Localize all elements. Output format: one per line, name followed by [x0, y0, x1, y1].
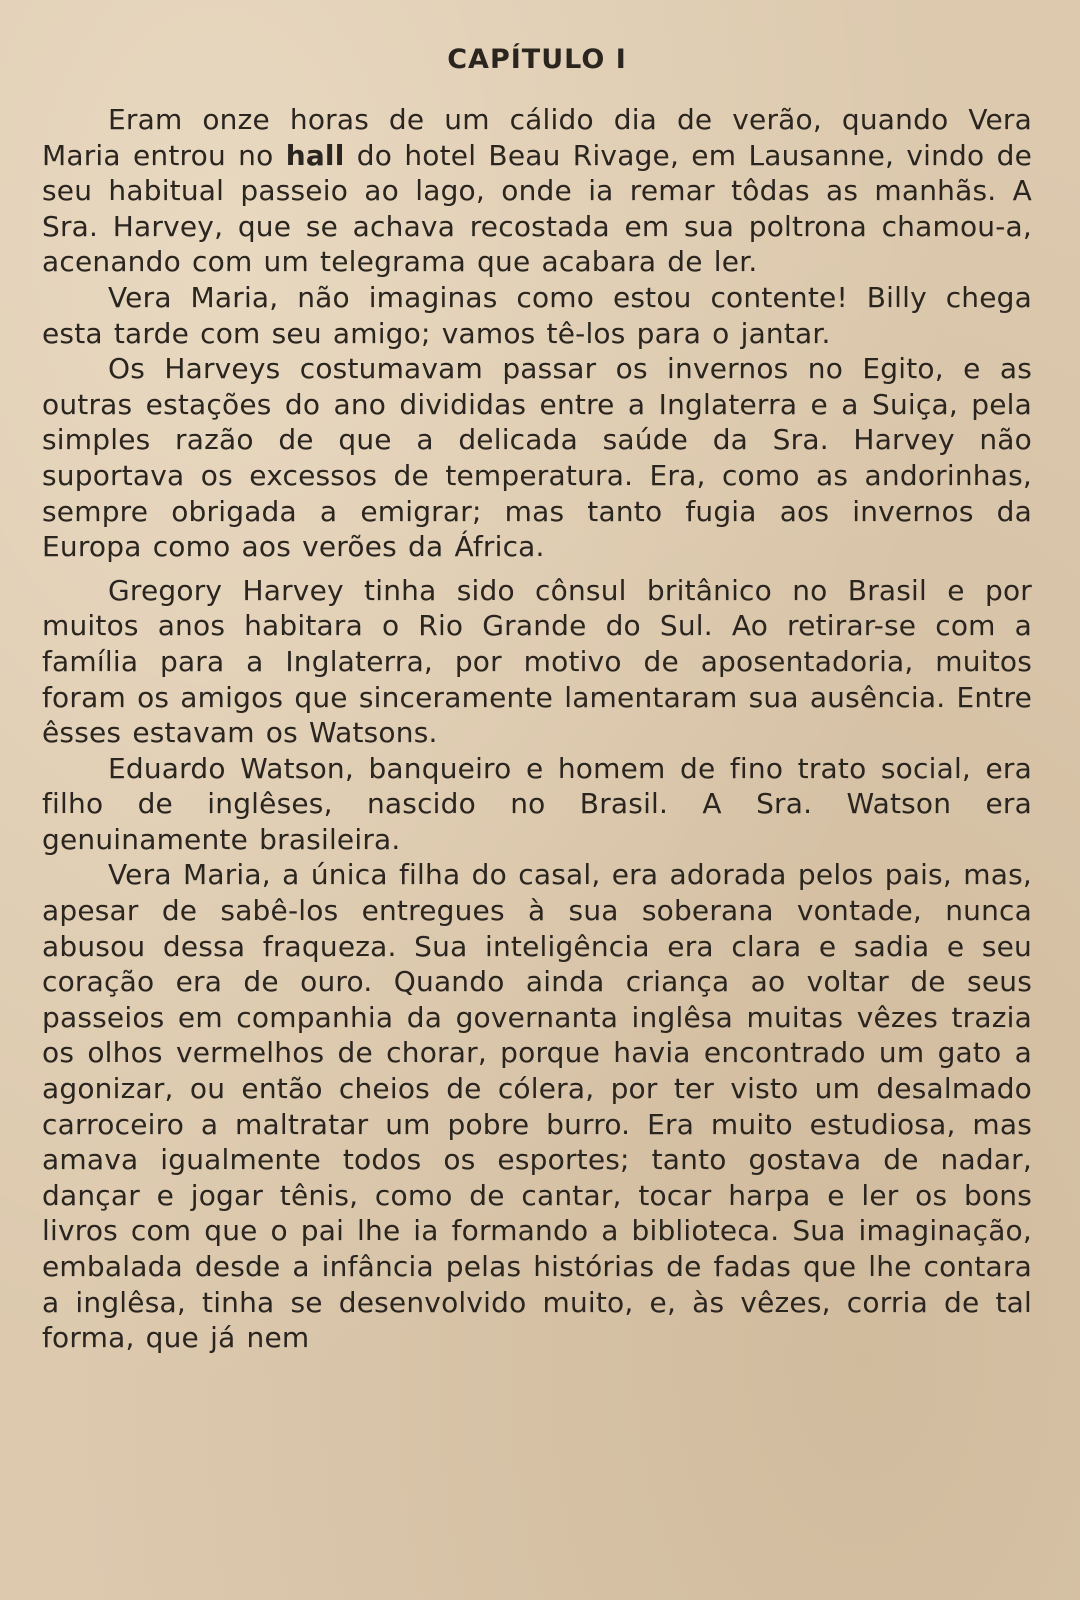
paragraph-1-bold-word: hall [285, 138, 345, 172]
chapter-title: CAPÍTULO I [447, 44, 627, 75]
paragraph-1 [42, 102, 1032, 280]
paragraph-1-text-after: do hotel Beau Rivage, em Lausanne, vindo de seu habitual passeio ao lago, onde ia remar tôdas as manhãs. A Sra. Harvey, que se achava recostada em sua poltrona chamou-a, acenando com um telegrama que acabara de ler. [42, 138, 1032, 279]
paragraph-3: Os Harveys costumavam passar os invernos no Egito, e as outras estações do ano divididas entre a Inglaterra e a Suiça, pela simples razão de que a delicada saúde da Sra. Harvey não suportava os excessos de temperatura. Era, como as andorinhas, sempre obrigada a emigrar; mas tanto fugia aos invernos da Europa como aos verões da África. [42, 352, 1032, 564]
paragraph-5: Eduardo Watson, banqueiro e homem de fino trato social, era filho de inglêses, nascido no Brasil. A Sra. Watson era genuinamente brasileira. [42, 751, 1032, 856]
paragraph-4: Gregory Harvey tinha sido cônsul britânico no Brasil e por muitos anos habitara o Rio Grande do Sul. Ao retirar-se com a família para a Inglaterra, por motivo de aposentadoria, muitos foram os amigos que sinceramente lamentaram sua ausência. Entre êsses estavam os Watsons. [42, 573, 1032, 750]
paragraph-2: Vera Maria, não imaginas como estou contente! Billy chega esta tarde com seu amigo; vamos tê-los para o jantar. [42, 280, 1032, 350]
paragraph-1-text-before: Eram onze horas de um cálido dia de verão, quando Vera Maria entrou no [42, 103, 1032, 172]
paragraph-6: Vera Maria, a única filha do casal, era adorada pelos pais, mas, apesar de sabê-los entregues à sua soberana vontade, nunca abusou dessa fraqueza. Sua inteligência era clara e sadia e seu coração era de ouro. Quando ainda criança ao voltar de seus passeios em companhia da governanta inglêsa muitas vêzes trazia os olhos vermelhos de chorar, porque havia encontrado um gato a agonizar, ou então cheios de cólera, por ter visto um desalmado carroceiro a maltratar um pobre burro. Era muito estudiosa, mas amava igualmente todos os esportes; tanto gostava de nadar, dançar e jogar tênis, como de cantar, tocar harpa e ler os bons livros com que o pai lhe ia formando a biblioteca. Sua imaginação, embalada desde a infância pelas histórias de fadas que lhe contara a inglêsa, tinha se desenvolvido muito, e, às vêzes, corria de tal forma, que já nem [42, 858, 1032, 1355]
